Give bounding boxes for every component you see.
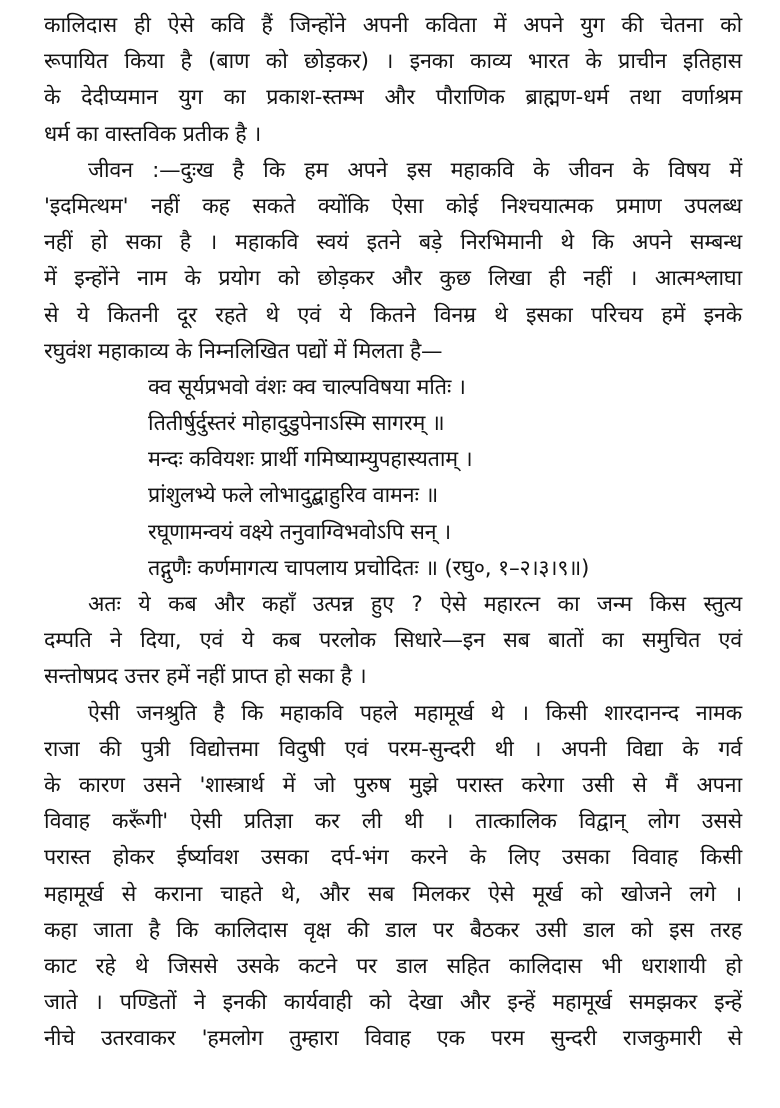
text-line: परास्त होकर ईर्ष्यावश उसका दर्प-भंग करने के लिए उसका विवाह किसी (44, 845, 742, 871)
text-line: 'इदमित्थम' नहीं कह सकते क्योंकि ऐसा कोई निश्चयात्मक प्रमाण उपलब्ध (44, 193, 742, 219)
paragraph-jeevan (44, 153, 742, 370)
text-line: कहा जाता है कि कालिदास वृक्ष की डाल पर बैठकर उसी डाल को इस तरह (44, 917, 742, 943)
text-line: जाते । पण्डितों ने इनकी कार्यवाही को देखा और इन्हें महामूर्ख समझकर इन्हें (44, 990, 742, 1016)
text-line: रघुवंश महाकाव्य के निम्नलिखित पद्यों में मिलता है— (44, 338, 443, 364)
text-line: काट रहे थे जिससे उसके कटने पर डाल सहित कालिदास भी धराशायी हो (44, 953, 742, 979)
text-line: कालिदास ही ऐसे कवि हैं जिन्होंने अपनी कविता में अपने युग की चेतना को (44, 13, 742, 38)
text-line: अतः ये कब और कहाँ उत्पन्न हुए ? ऐसे महारत्न का जन्म किस स्तुत्य (88, 592, 742, 617)
text-line: महामूर्ख से कराना चाहते थे, और सब मिलकर ऐसे मूर्ख को खोजने लगे । (44, 881, 742, 907)
verse-line: रघूणामन्वयं वक्ष्ये तनुवाग्विभवोऽपि सन् । (148, 519, 451, 545)
text-line: जीवन :—दुःख है कि हम अपने इस महाकवि के जीवन के विषय में (88, 157, 742, 183)
text-line: के देदीप्यमान युग का प्रकाश-स्तम्भ और पौराणिक ब्राह्मण-धर्म तथा वर्णाश्रम (44, 85, 742, 111)
text-line: नहीं हो सका है । महाकवि स्वयं इतने बड़े निरभिमानी थे कि अपने सम्बन्ध (44, 230, 742, 256)
book-page (44, 8, 742, 1057)
text-line: विवाह करूँगी' ऐसी प्रतिज्ञा कर ली थी । तात्कालिक विद्वान् लोग उससे (44, 809, 742, 835)
text-line: के कारण उसने 'शास्त्रार्थ में जो पुरुष मुझे परास्त करेगा उसी से मैं अपना (44, 772, 742, 798)
text-line: राजा की पुत्री विद्योत्तमा विदुषी एवं परम-सुन्दरी थी । अपनी विद्या के गर्व (44, 736, 742, 762)
text-line: से ये कितनी दूर रहते थे एवं ये कितने विनम्र थे इसका परिचय हमें इनके (44, 302, 742, 328)
text-line: रूपायित किया है (बाण को छोड़कर) । इनका काव्य भारत के प्राचीन इतिहास (44, 49, 742, 75)
text-line: धर्म का वास्तविक प्रतीक है । (44, 121, 262, 147)
text-line: ऐसी जनश्रुति है कि महाकवि पहले महामूर्ख थे । किसी शारदानन्द नामक (88, 700, 742, 726)
sanskrit-verse-block (44, 370, 742, 587)
verse-line: क्व सूर्यप्रभवो वंशः क्व चाल्पविषया मतिः । (148, 374, 466, 400)
verse-line: तितीर्षुर्दुस्तरं मोहादुडुपेनाऽस्मि सागरम् ॥ (148, 411, 445, 437)
text-line: में इन्होंने नाम के प्रयोग को छोड़कर और कुछ लिखा ही नहीं । आत्मश्लाघा (44, 266, 742, 292)
text-line: नीचे उतरवाकर 'हमलोग तुम्हारा विवाह एक परम सुन्दरी राजकुमारी से (44, 1026, 742, 1052)
text-line: सन्तोषप्रद उत्तर हमें नहीं प्राप्त हो सका है । (44, 664, 367, 690)
text-line: दम्पति ने दिया, एवं ये कब परलोक सिधारे—इन सब बातों का समुचित एवं (44, 628, 742, 654)
verse-line: प्रांशुलभ्ये फले लोभादुद्बाहुरिव वामनः ॥ (148, 483, 439, 509)
paragraph-origin (44, 587, 742, 696)
paragraph-legend (44, 696, 742, 1058)
verse-line: मन्दः कवियशः प्रार्थी गमिष्याम्युपहास्यताम् । (148, 447, 473, 473)
paragraph-intro (44, 8, 742, 153)
verse-line-citation: तद्गुणैः कर्णमागत्य चापलाय प्रचोदितः ॥ (रघु०, १–२।३।९॥) (148, 555, 590, 581)
